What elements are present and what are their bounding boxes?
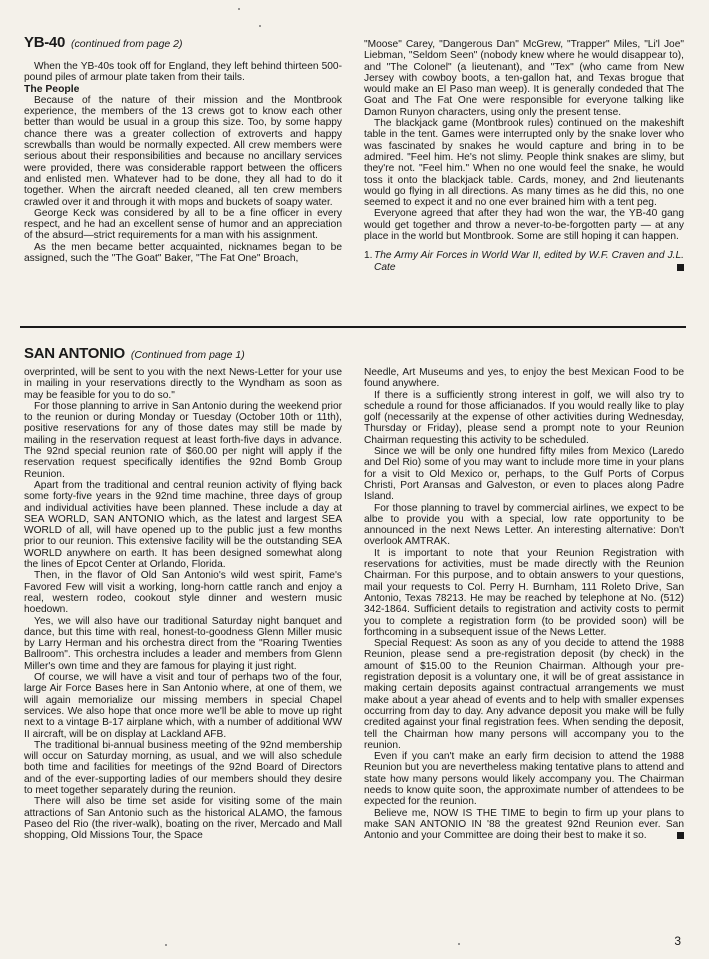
sa-paragraph: Special Request: As soon as any of you decide to attend the 1988 Reunion, please send a pre-registration deposit (by check) in the amount of $15.00 to the Reunion Chairman. Although your pre-registration deposit is a voluntary one, it will be of great assistance in making certain deposits against contractual arrangements we must make about a year ahead of events and to help with smaller expenses occurring from day to day. Any advance deposit you make will be fully credited against your final registration fees. When sending the deposit, tell the Chairman how many persons will accompany you to the reunion. — [364, 638, 684, 751]
yb40-title: YB-40 — [24, 34, 66, 51]
scan-speck — [259, 25, 261, 27]
sa-paragraph: Then, in the flavor of Old San Antonio's wild west spirit, Fame's Favored Few will visit a working, long-horn cattle ranch and enjoy a real, western rodeo, cookout style dinner and western music hoedown. — [24, 570, 342, 616]
sa-paragraph: Even if you can't make an early firm decision to attend the 1988 Reunion but you are nevertheless making tentative plans to attend and state how many persons would likely accompany you. The Chairman needs to know quite soon, the approximate number of attendees to be expected for the reunion. — [364, 751, 684, 808]
yb40-continued: (continued from page 2) — [71, 38, 183, 50]
sa-paragraph — [364, 808, 684, 842]
sa-paragraph: For those planning to travel by commercial airlines, we expect to be albe to provide you with a special, low rate opportunity to be announced in the next News Letter. An interesting alternative: Don't overlook AMTRAK. — [364, 502, 684, 548]
sa-paragraph: Of course, we will have a visit and tour of perhaps two of the four, large Air Force Bases here in San Antonio where, at one of them, we will again memorialize our missing members in special Chapel services. We also hope that once more we'll be able to move up right next to a vintage B-17 airplane which, with a number of additional WW II aircraft, will be on display at Lackland AFB. — [24, 672, 342, 740]
scan-speck — [165, 944, 167, 946]
sa-paragraph: Needle, Art Museums and yes, to enjoy the best Mexican Food to be found anywhere. — [364, 367, 684, 390]
sa-continued: (Continued from page 1) — [130, 349, 245, 361]
section-divider — [20, 326, 686, 328]
yb40-paragraph: As the men became better acquainted, nicknames began to be assigned, such the "The Goat" Baker, "The Fat One" Broach, — [24, 241, 342, 265]
sa-title: SAN ANTONIO — [24, 345, 125, 362]
sa-closing-text: Believe me, NOW IS THE TIME to begin to firm up your plans to make SAN ANTONIO IN '88 the greatest 92nd Reunion ever. San Antonio and your Committee are doing their best to make it so. — [364, 807, 684, 842]
yb40-left-column — [24, 61, 342, 264]
yb40-heading — [24, 34, 183, 51]
sa-paragraph: Since we will be only one hundred fifty miles from Mexico (Laredo and Del Rio) some of you may want to include more time in your plans for a visit to Old Mexico or, perhaps, to the Gulf Ports of Corpus Christi, Port Aransas and Galveston, or even to places along Padre Island. — [364, 446, 684, 503]
sa-paragraph: There will also be time set aside for visiting some of the main attractions of San Antonio such as the historical ALAMO, the famous Paseo del Rio (the river-walk), boating on the river, Mercado and Mall shopping, Old Missions Tour, the Space — [24, 796, 342, 842]
sa-heading — [24, 345, 245, 362]
scan-speck — [238, 8, 240, 10]
yb40-paragraph: When the YB-40s took off for England, they left behind thirteen 500-pound piles of armour plate taken from their tails. — [24, 61, 342, 84]
sa-paragraph: It is important to note that your Reunion Registration with reservations for activities, must be made directly with the Reunion Chairman. For this purpose, and to obtain answers to your questions, mail your requests to Col. Perry H. Burnham, 111 Roleto Drive, San Antonio, Texas 78213. He may be reached by telephone at No. (512) 342-1864. Sufficient details to registration and activity costs to permit you to complete a registration form (to be provided soon) will be forthcoming in a subsequent issue of the News Letter. — [364, 547, 684, 638]
sa-paragraph: The traditional bi-annual business meeting of the 92nd membership will occur on Saturday morning, as usual, and we will also schedule both time and facilities for meetings of the 92nd Board of Directors and of the ever-supporting ladies of our members should they desire to meet together separately during the reunion. — [24, 739, 342, 796]
end-mark-icon — [677, 832, 684, 839]
end-mark-icon — [677, 264, 684, 271]
sa-paragraph: If there is a sufficiently strong interest in golf, we will also try to schedule a round for those afficianados. If you would really like to play golf (necessarily at the expense of other activities during Wednesday, Thursday or Friday), please send a prompt note to your Reunion Chairman requesting this activity to be scheduled. — [364, 389, 684, 446]
yb40-paragraph: George Keck was considered by all to be a fine officer in every respect, and he had an excellent sense of humor and an appreciation of the absurd—strict requirements for a man with his assignment. — [24, 207, 342, 242]
yb40-subhead: The People — [24, 83, 80, 95]
sa-paragraph: overprinted, will be sent to you with the next News-Letter for your use in mailing in your reservations directly to the Wyndham as soon as may be feasible for you to do so." — [24, 367, 342, 401]
yb40-paragraph: The blackjack game (Montbrook rules) continued on the makeshift table in the tent. Games were interrupted only by the snake lover who was fascinated by snakes he would capture and bring in to be admired. "Feel him. He's not slimy. People think snakes are slimy, but they're not. "Feel him." When no one would feel the snake, he would toss it onto the blackjack table. Cards, money, and 2nd lieutenants would go flying in all directions. As many times as he did this, no one seemed to expect it and no one ever brained him with a tent peg. — [364, 118, 684, 209]
sa-left-column — [24, 367, 342, 841]
sa-paragraph: Apart from the traditional and central reunion activity of flying back some forty-five years in the 92nd time machine, three days of group and individual activities have been planned. These include a day at SEA WORLD, SAN ANTONIO which, as the latest and largest SEA WORLD of all, will have opened up to the public just a few months prior to our reunion. This extensive facility will be the outstanding SEA WORLD anywhere on earth. It has been designed somewhat along the lines of Epcot Center at Orlando, Florida. — [24, 479, 342, 571]
sa-right-column — [364, 367, 684, 841]
footnote-number: 1. — [364, 250, 373, 262]
yb40-footnote — [364, 250, 684, 273]
sa-paragraph: For those planning to arrive in San Antonio during the weekend prior to the reunion or during Monday or Tuesday (October 10th or 11th), positive reservations for any of those dates may still be made by mailing in the reservation request at least forth-five days in advance. The 92nd special reunion rate of $60.00 per night will apply if the reservation request specifically identifies the 92nd Bomb Group Reunion. — [24, 400, 342, 480]
yb40-paragraph: "Moose" Carey, "Dangerous Dan" McGrew, "Trapper" Miles, "Li'l Joe" Liebman, "Seldom Seen" (nobody knew where he would disappear to), and "The Colonel" (a lieutenant), and "Tex" (who came from New Jersey with cowboy boots, a ten-gallon hat, and Texas brogue that would make an El Paso man weep). It is generally condeded that The Goat and The Fat One were responsible for everyone talking like Damon Runyon characters, using only the present tense. — [364, 39, 684, 118]
footnote-text: The Army Air Forces in World War II, edited by W.F. Craven and J.L. Cate — [374, 250, 684, 273]
scan-speck — [458, 943, 460, 945]
yb40-right-column — [364, 39, 684, 273]
page-number: 3 — [674, 934, 681, 948]
yb40-paragraph: Because of the nature of their mission and the Montbrook experience, the members of the 13 crews got to know each other better than would be usual in a group this size. Too, by some happy chance there was a greater collection of extroverts and happy screwballs than would be normally expected. All crew members were serious about their responsibilities and because no ancillary services were provided, there was considerable rapport between the officers and enlisted men. Whatever had to be done, they all had to do it together. When the aircraft needed cleaned, all ten crew members crawled over it and through it with mops and buckets of soapy water. — [24, 94, 342, 208]
yb40-paragraph: Everyone agreed that after they had won the war, the YB-40 gang would get together and throw a never-to-be-forgotten party — at any place in the world but Montbrook. Some are still hoping it can happen. — [364, 208, 684, 243]
sa-paragraph: Yes, we will also have our traditional Saturday night banquet and dance, but this time with real, honest-to-goodness Glenn Miller music by Larry Herman and his orchestra direct from the "Roaring Twenties Ballroom". This orchestra includes a leader and members from Glenn Miller's own time and they are famous for playing it just right. — [24, 615, 342, 672]
